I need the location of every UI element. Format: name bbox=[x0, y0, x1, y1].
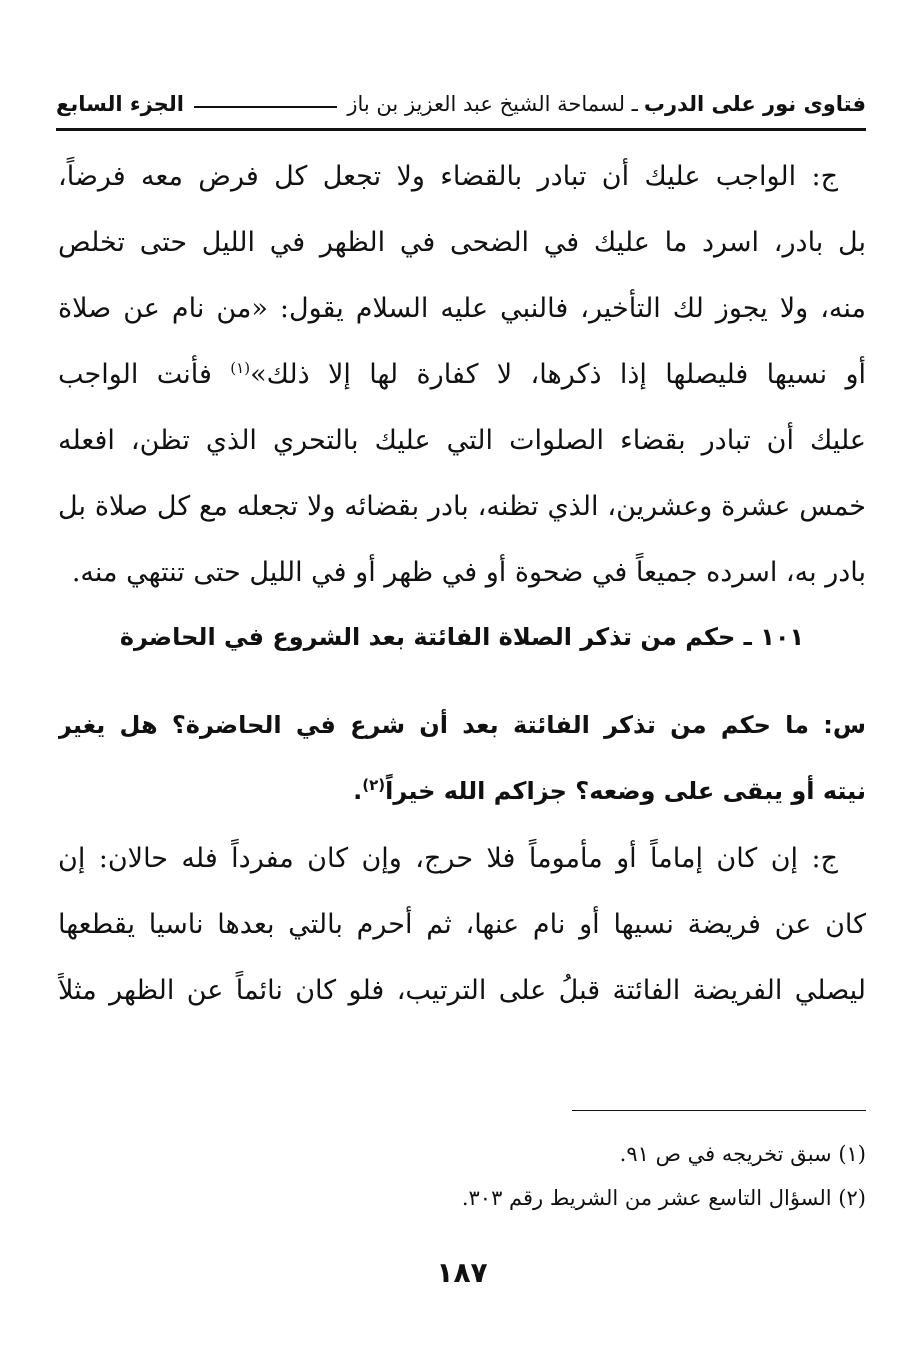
text-line: منه، ولا يجوز لك التأخير، فالنبي عليه السلام يقول: «من نام عن صلاة bbox=[58, 293, 866, 324]
text-line: ج: إن كان إماماً أو مأموماً فلا حرج، وإن كان مفرداً فله حالان: إن bbox=[58, 843, 838, 874]
text-line: خمس عشرة وعشرين، الذي تظنه، بادر بقضائه ولا تجعله مع كل صلاة بل bbox=[58, 491, 866, 522]
question-line: س: ما حكم من تذكر الفائتة بعد أن شرع في الحاضرة؟ هل يغير bbox=[58, 711, 866, 739]
question-text: نيته أو يبقى على وضعه؟ جزاكم الله خيراً bbox=[385, 777, 866, 805]
answer-paragraph-1 bbox=[58, 144, 866, 606]
hadith-text: أو نسيها فليصلها إذا ذكرها، لا كفارة لها إلا ذلك» bbox=[250, 359, 866, 390]
footnote-1: (١) سبق تخريجه في ص ٩١. bbox=[619, 1142, 866, 1166]
part-label: الجزء السابع bbox=[56, 92, 184, 116]
answer-paragraph-2 bbox=[58, 826, 866, 1024]
running-header bbox=[56, 86, 866, 122]
footnote-marker-1: (١) bbox=[230, 359, 251, 377]
question-end: . bbox=[353, 777, 363, 805]
text-line: كان عن فريضة نسيها أو نام عنها، ثم أحرم بالتي بعدها ناسيا يقطعها bbox=[58, 909, 866, 940]
text-line: عليك أن تبادر بقضاء الصلوات التي عليك بالتحري الذي تظن، افعله bbox=[58, 425, 866, 456]
footnote-marker-2: (٢) bbox=[362, 776, 386, 794]
footnotes bbox=[58, 1132, 866, 1220]
section-heading: ١٠١ ـ حكم من تذكر الصلاة الفائتة بعد الشروع في الحاضرة bbox=[119, 623, 805, 651]
text-line: ليصلي الفريضة الفائتة قبلُ على الترتيب، فلو كان نائماً عن الظهر مثلاً bbox=[58, 975, 866, 1006]
question-line-with-footnote bbox=[58, 758, 866, 824]
text-line: بل بادر، اسرد ما عليك في الضحى في الظهر في الليل حتى تخلص bbox=[58, 227, 866, 258]
footnote-2: (٢) السؤال التاسع عشر من الشريط رقم ٣٠٣. bbox=[461, 1186, 866, 1210]
page-number: ١٨٧ bbox=[436, 1256, 488, 1289]
text-line: بادر به، اسرده جميعاً في ضحوة أو في ظهر أو في الليل حتى تنتهي منه. bbox=[71, 557, 866, 588]
text-line-with-footnote bbox=[58, 342, 866, 408]
header-dash-rule bbox=[194, 106, 337, 108]
question-paragraph bbox=[58, 692, 866, 824]
footnote-separator bbox=[572, 1110, 866, 1111]
hadith-continuation: فأنت الواجب bbox=[58, 359, 212, 390]
header-divider bbox=[56, 128, 866, 131]
author-name: ـ لسماحة الشيخ عبد العزيز بن باز bbox=[347, 92, 638, 116]
book-title: فتاوى نور على الدرب bbox=[643, 92, 866, 116]
text-line: ج: الواجب عليك أن تبادر بالقضاء ولا تجعل كل فرض معه فرضاً، bbox=[58, 161, 838, 192]
